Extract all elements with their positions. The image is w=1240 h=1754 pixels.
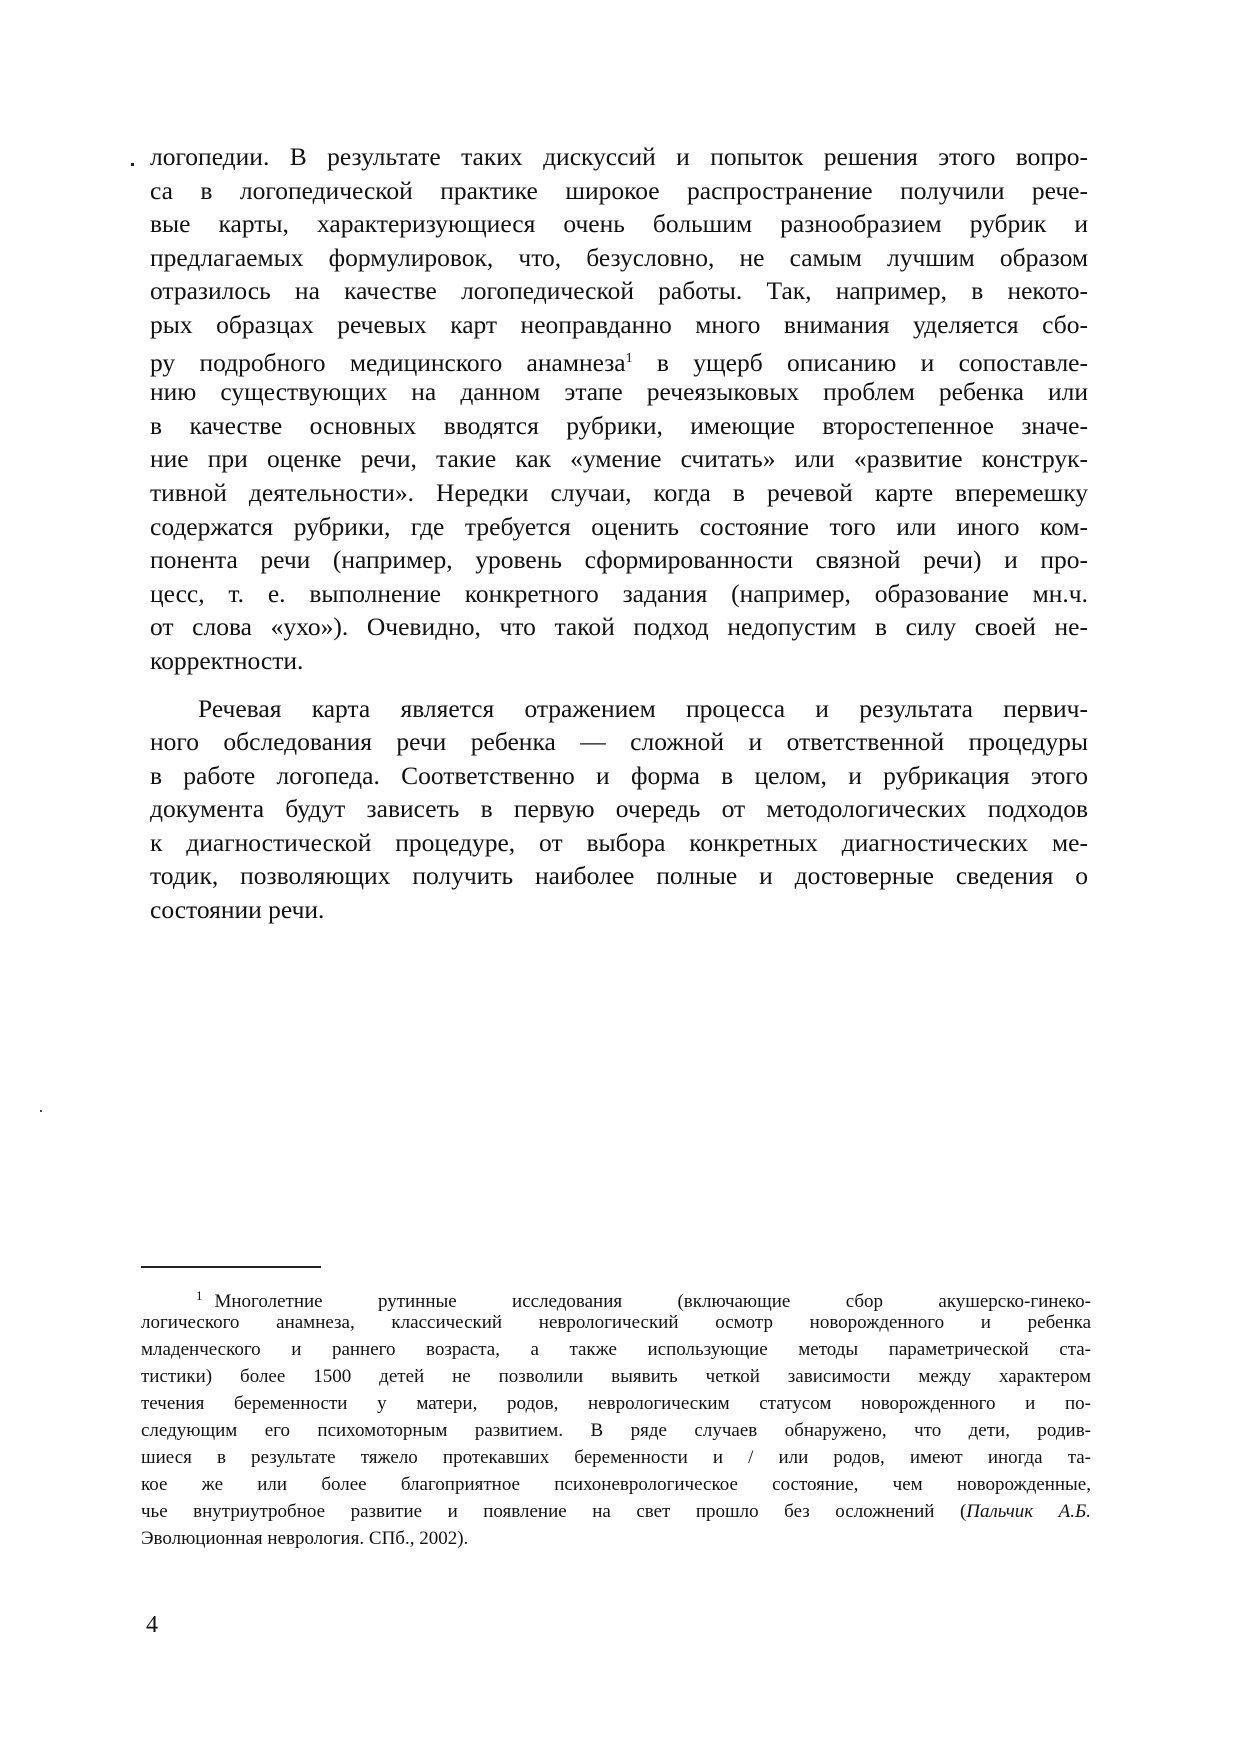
text-line: ние при оценке речи, такие как «умение считать» или «развитие конструк- xyxy=(150,444,1088,474)
footnote-text: Многолетние рутинные исследования (включающие сбор акушерско-гинеко- xyxy=(214,1291,1091,1312)
text-line: ного обследования речи ребенка — сложной и ответственной процедуры xyxy=(150,727,1088,757)
text-line: Речевая карта является отражением процесса и результата первич- xyxy=(198,693,1088,723)
footnote-line: логического анамнеза, классический неврологический осмотр новорожденного и ребенка xyxy=(141,1312,1091,1333)
text-line: тивной деятельности». Нередки случаи, когда в речевой карте вперемешку xyxy=(150,477,1088,507)
text-fragment: в ущерб описанию и сопоставле- xyxy=(632,347,1088,377)
page-number: 4 xyxy=(146,1612,158,1638)
text-line: понента речи (например, уровень сформированности связной речи) и про- xyxy=(150,545,1088,575)
text-line: вые карты, характеризующиеся очень большим разнообразием рубрик и xyxy=(150,209,1088,239)
text-line: в качестве основных вводятся рубрики, имеющие второстепенное значе- xyxy=(150,410,1088,440)
text-line: предлагаемых формулировок, что, безусловно, не самым лучшим образом xyxy=(150,242,1088,272)
text-line: от слова «ухо»). Очевидно, что такой подход недопустим в силу своей не- xyxy=(150,612,1088,642)
paragraph-2 xyxy=(150,692,1088,927)
scan-artifact-dot xyxy=(131,163,134,166)
text-line: цесс, т. е. выполнение конкретного задания (например, образование мн.ч. xyxy=(150,578,1088,608)
text-line: к диагностической процедуре, от выбора конкретных диагностических ме- xyxy=(150,827,1088,857)
footnote-line: кое же или более благоприятное психоневрологическое состояние, чем новорожденные, xyxy=(141,1474,1091,1495)
footnote-line: тистики) более 1500 детей не позволили выявить четкой зависимости между характером xyxy=(141,1366,1091,1387)
scan-artifact-dot xyxy=(40,1110,42,1112)
text-line: са в логопедической практике широкое распространение получили рече- xyxy=(150,175,1088,205)
footnote-line xyxy=(141,1282,1091,1312)
text-line: логопедии. В результате таких дискуссий и попыток решения этого вопро- xyxy=(150,142,1088,171)
text-line: содержатся рубрики, где требуется оценить состояние того или иного ком- xyxy=(150,511,1088,541)
footnote-line: течения беременности у матери, родов, неврологическим статусом новорожденного и по- xyxy=(141,1393,1091,1414)
text-line: тодик, позволяющих получить наиболее полные и достоверные сведения о xyxy=(150,861,1088,891)
text-line-with-footnote-ref xyxy=(150,342,1088,376)
text-line: в работе логопеда. Соответственно и форма в целом, и рубрикация этого xyxy=(150,760,1088,790)
footnote-divider xyxy=(141,1266,321,1268)
text-line: нию существующих на данном этапе речеязыковых проблем ребенка или xyxy=(150,377,1088,407)
footnote-line: шиеся в результате тяжело протекавших беременности и / или родов, имеют иногда та- xyxy=(141,1447,1091,1468)
footnote-line xyxy=(141,1498,1091,1525)
text-fragment: ру подробного медицинского анамнеза xyxy=(150,347,626,377)
citation-author: Пальчик А.Б. xyxy=(966,1501,1091,1522)
footnote-text: чье внутриутробное развитие и появление на свет прошло без осложнений ( xyxy=(141,1501,967,1522)
text-line: отразилось на качестве логопедической работы. Так, например, в некото- xyxy=(150,276,1088,306)
text-line: корректности. xyxy=(150,645,304,675)
footnote-marker: 1 xyxy=(196,1288,203,1303)
text-line: документа будут зависеть в первую очередь от методологических подходов xyxy=(150,794,1088,824)
text-line: рых образцах речевых карт неоправданно много внимания уделяется сбо- xyxy=(150,309,1088,339)
footnote xyxy=(141,1282,1091,1552)
footnote-line: следующим его психомоторным развитием. В ряде случаев обнаружено, что дети, родив- xyxy=(141,1420,1091,1441)
text-line: состоянии речи. xyxy=(150,895,325,925)
footnote-line: Эволюционная неврология. СПб., 2002). xyxy=(141,1528,469,1549)
footnote-reference[interactable]: 1 xyxy=(625,350,633,366)
paragraph-1 xyxy=(150,140,1088,678)
main-text xyxy=(150,140,1088,927)
footnote-line: младенческого и раннего возраста, а также использующие методы параметрической ста- xyxy=(141,1339,1091,1360)
